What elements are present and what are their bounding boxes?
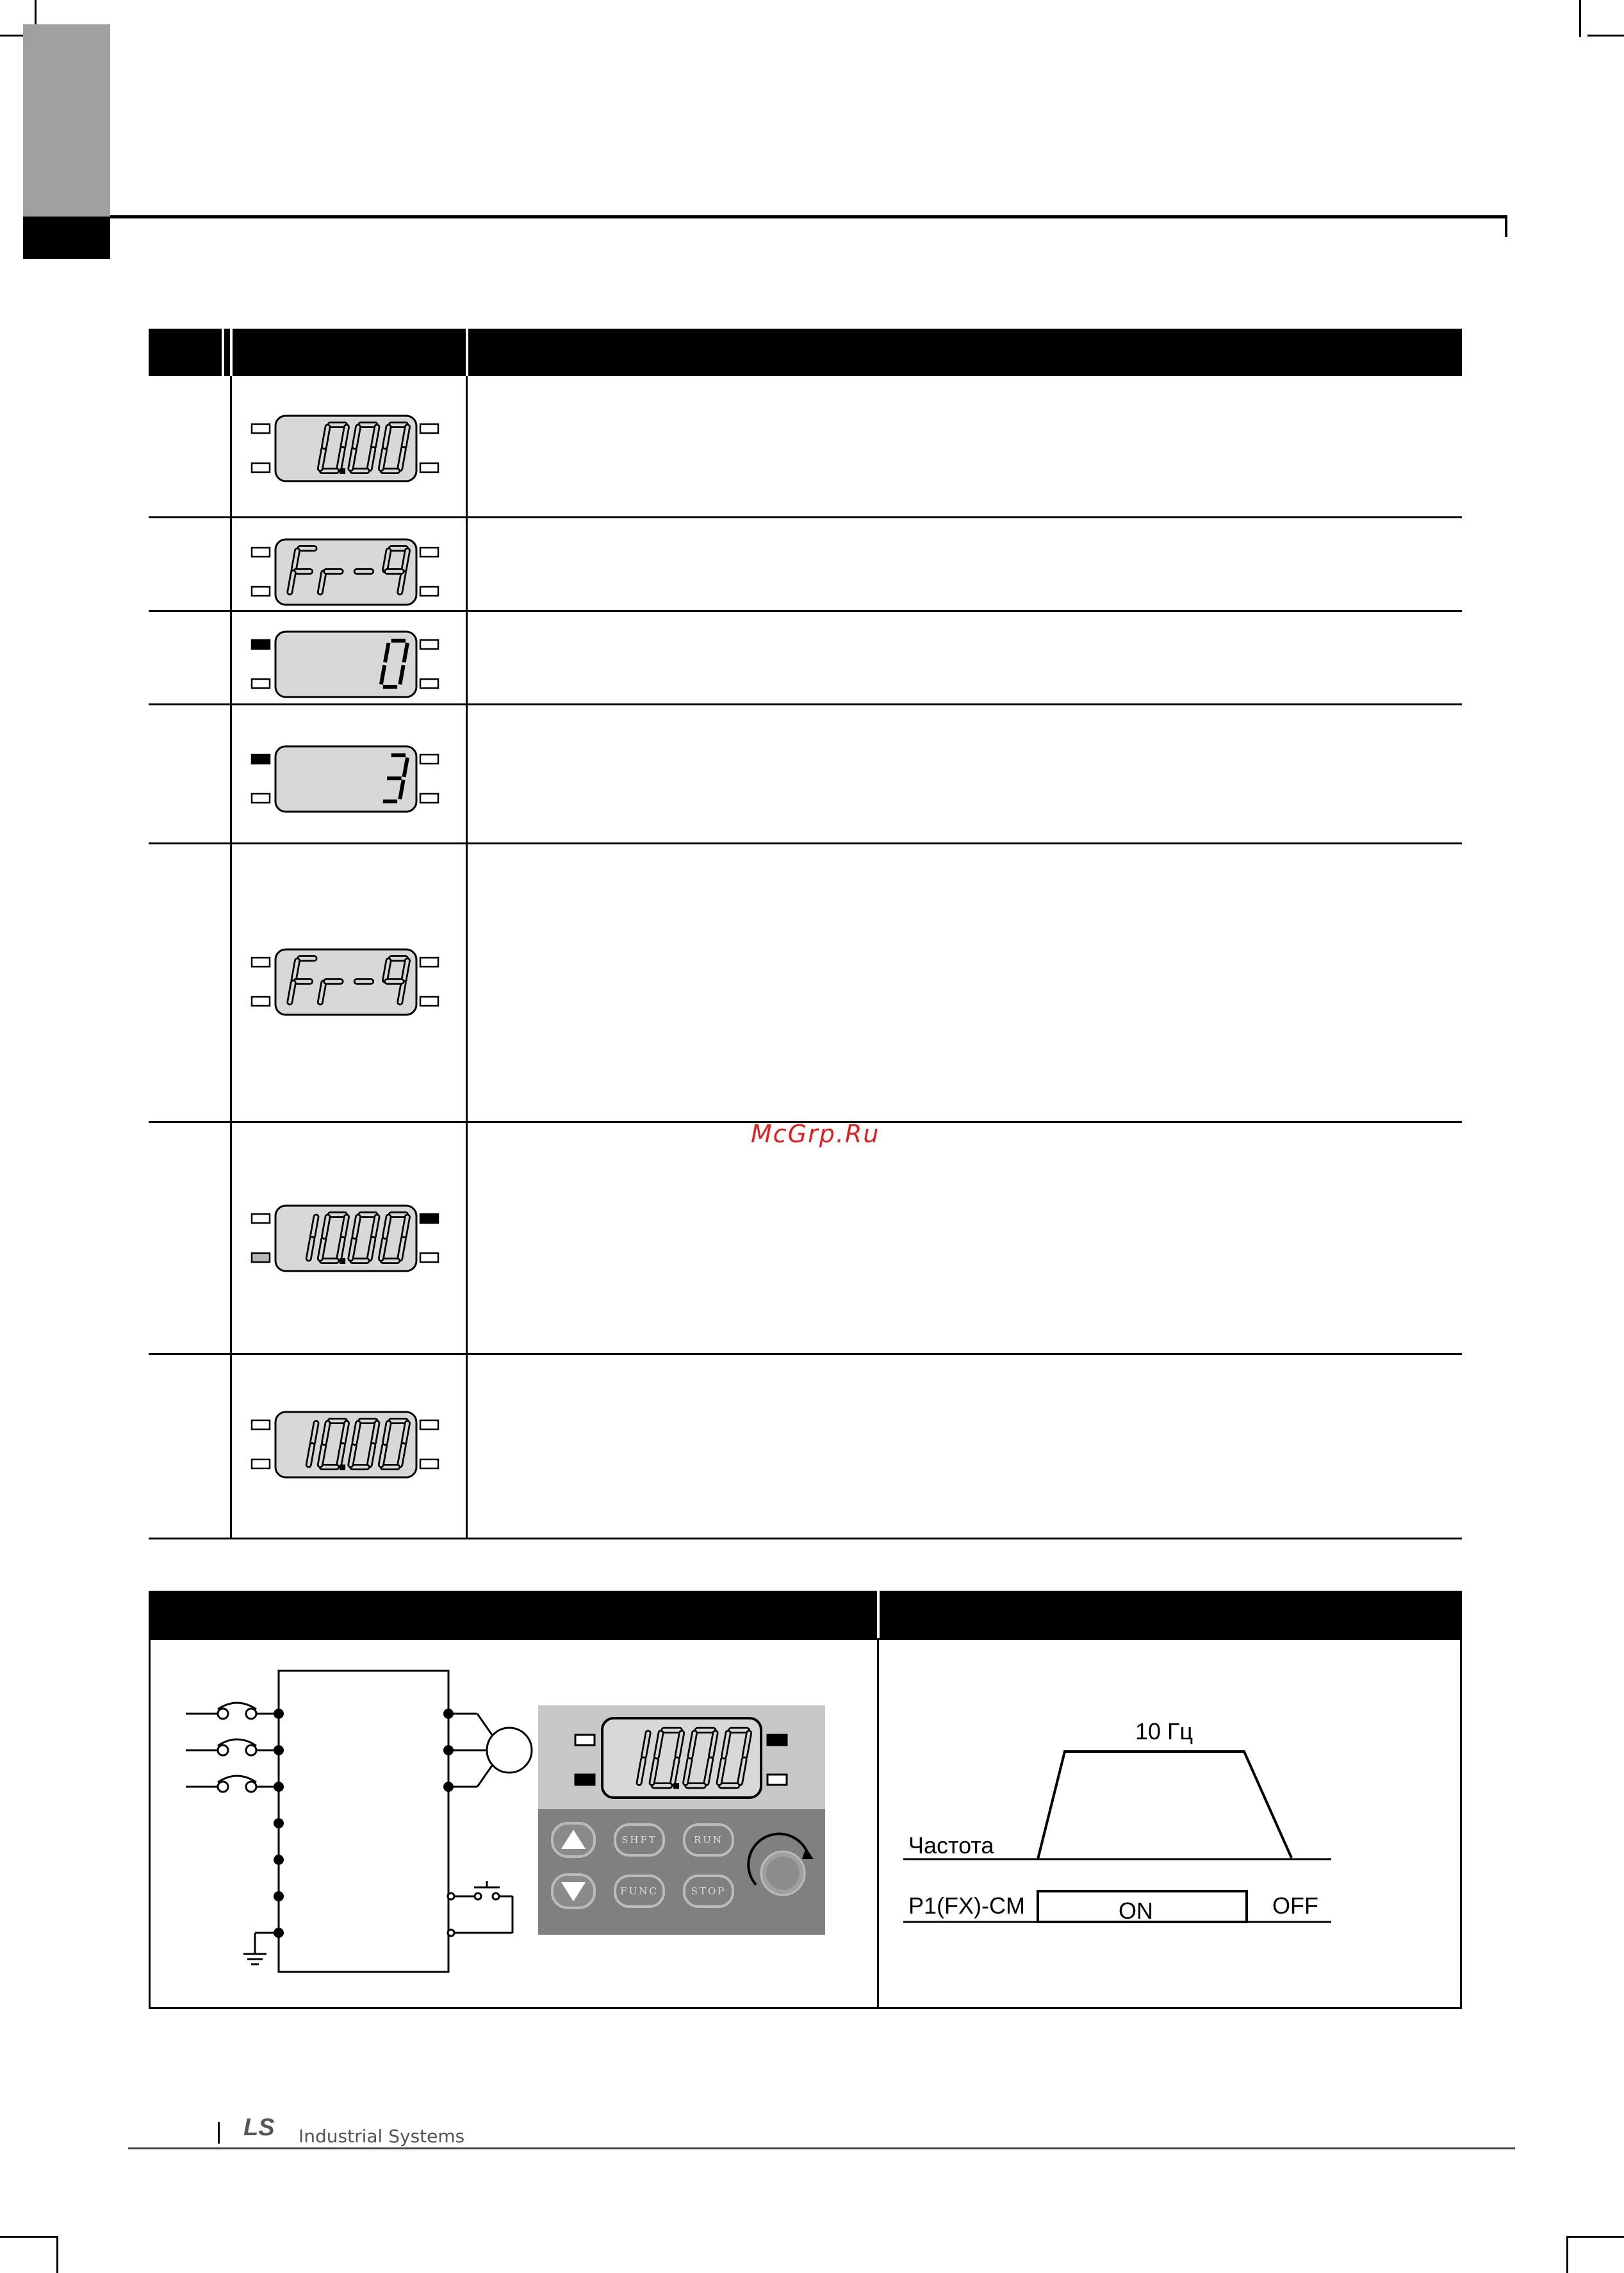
table-row-divider (149, 703, 1462, 705)
crop-mark (1566, 2236, 1568, 2273)
table-header (149, 329, 1462, 376)
ground-icon (243, 1933, 279, 1964)
crop-mark (56, 2236, 58, 2273)
run-key[interactable]: RUN (683, 1823, 734, 1857)
signal-label: P1(FX)-CM (908, 1892, 1025, 1919)
status-led (252, 1420, 270, 1429)
crop-mark (1579, 0, 1581, 37)
header-tick (1505, 215, 1507, 237)
on-label: ON (1119, 1898, 1153, 1924)
table-row-divider (149, 610, 1462, 612)
frequency-curve (1038, 1752, 1292, 1859)
wiring-diagram (179, 1659, 538, 1992)
status-led (420, 679, 438, 688)
status-led (252, 424, 270, 433)
table-header-divider (222, 329, 224, 376)
crop-mark (1587, 35, 1624, 37)
terminal-dot (274, 1709, 454, 1938)
status-led (252, 548, 270, 557)
step-display (249, 414, 466, 485)
status-led (252, 997, 270, 1006)
down-key[interactable] (551, 1873, 596, 1909)
status-led (252, 587, 270, 596)
up-arrow-icon (554, 1825, 593, 1855)
status-led (252, 755, 270, 764)
step-display (249, 538, 466, 609)
header-rule (110, 215, 1507, 218)
status-led (252, 463, 270, 472)
table-column-divider (230, 376, 232, 1539)
down-arrow-icon (554, 1876, 593, 1907)
shft-key[interactable]: SHFT (614, 1823, 665, 1857)
step-display (249, 948, 466, 1019)
step-display (249, 1411, 466, 1481)
frequency-value-label: 10 Гц (1135, 1718, 1193, 1744)
power-switch (186, 1703, 279, 1792)
status-led (420, 755, 438, 764)
status-led (420, 958, 438, 967)
watermark: McGrp.Ru (751, 1120, 880, 1148)
func-key[interactable]: FUNC (614, 1875, 665, 1908)
footer-rule (128, 2147, 1515, 2149)
keypad-led (575, 1735, 595, 1745)
table-row-divider (149, 1353, 1462, 1355)
table-row-divider (149, 842, 1462, 844)
keypad-led (767, 1775, 787, 1785)
status-led (420, 640, 438, 649)
wiring-header-divider (877, 1591, 880, 1639)
status-led (420, 1459, 438, 1468)
relay-contact (448, 1881, 513, 1936)
step-display (249, 630, 466, 701)
status-led (252, 1459, 270, 1468)
keypad-led (767, 1735, 787, 1745)
stop-key[interactable]: STOP (683, 1875, 734, 1908)
status-led (252, 794, 270, 803)
table-header-divider (230, 329, 233, 376)
keypad-led (575, 1775, 595, 1785)
off-label: OFF (1272, 1892, 1318, 1919)
wiring-panel-divider (877, 1638, 879, 2009)
chapter-tab-marker (23, 217, 110, 259)
keypad-display (614, 1719, 755, 1796)
status-led (252, 958, 270, 967)
status-led (420, 794, 438, 803)
table-row-divider (149, 1538, 1462, 1539)
status-led (252, 679, 270, 688)
frequency-axis-label: Частота (908, 1832, 994, 1859)
chapter-tab (23, 24, 110, 217)
table-header-divider (466, 329, 468, 376)
status-led (420, 1420, 438, 1429)
crop-mark (1566, 2236, 1624, 2238)
status-led (420, 587, 438, 596)
status-led (420, 548, 438, 557)
status-led (252, 1214, 270, 1223)
company-name: Industrial Systems (299, 2126, 465, 2147)
step-display (249, 1204, 466, 1275)
table-row-divider (149, 516, 1462, 518)
rotary-dial-icon[interactable] (744, 1828, 821, 1905)
inverter-block (279, 1671, 448, 1972)
keypad (538, 1705, 825, 1935)
footer-divider (218, 2122, 220, 2144)
step-display (249, 745, 466, 816)
status-led (420, 1253, 438, 1262)
status-led (420, 1214, 438, 1223)
status-led (420, 997, 438, 1006)
status-led (420, 463, 438, 472)
crop-mark (0, 2236, 58, 2238)
motor-icon (448, 1714, 532, 1787)
wiring-header (149, 1591, 1462, 1639)
status-led (252, 1253, 270, 1262)
up-key[interactable] (551, 1822, 596, 1858)
status-led (420, 424, 438, 433)
company-logo: LS (243, 2114, 275, 2141)
status-led (252, 640, 270, 649)
